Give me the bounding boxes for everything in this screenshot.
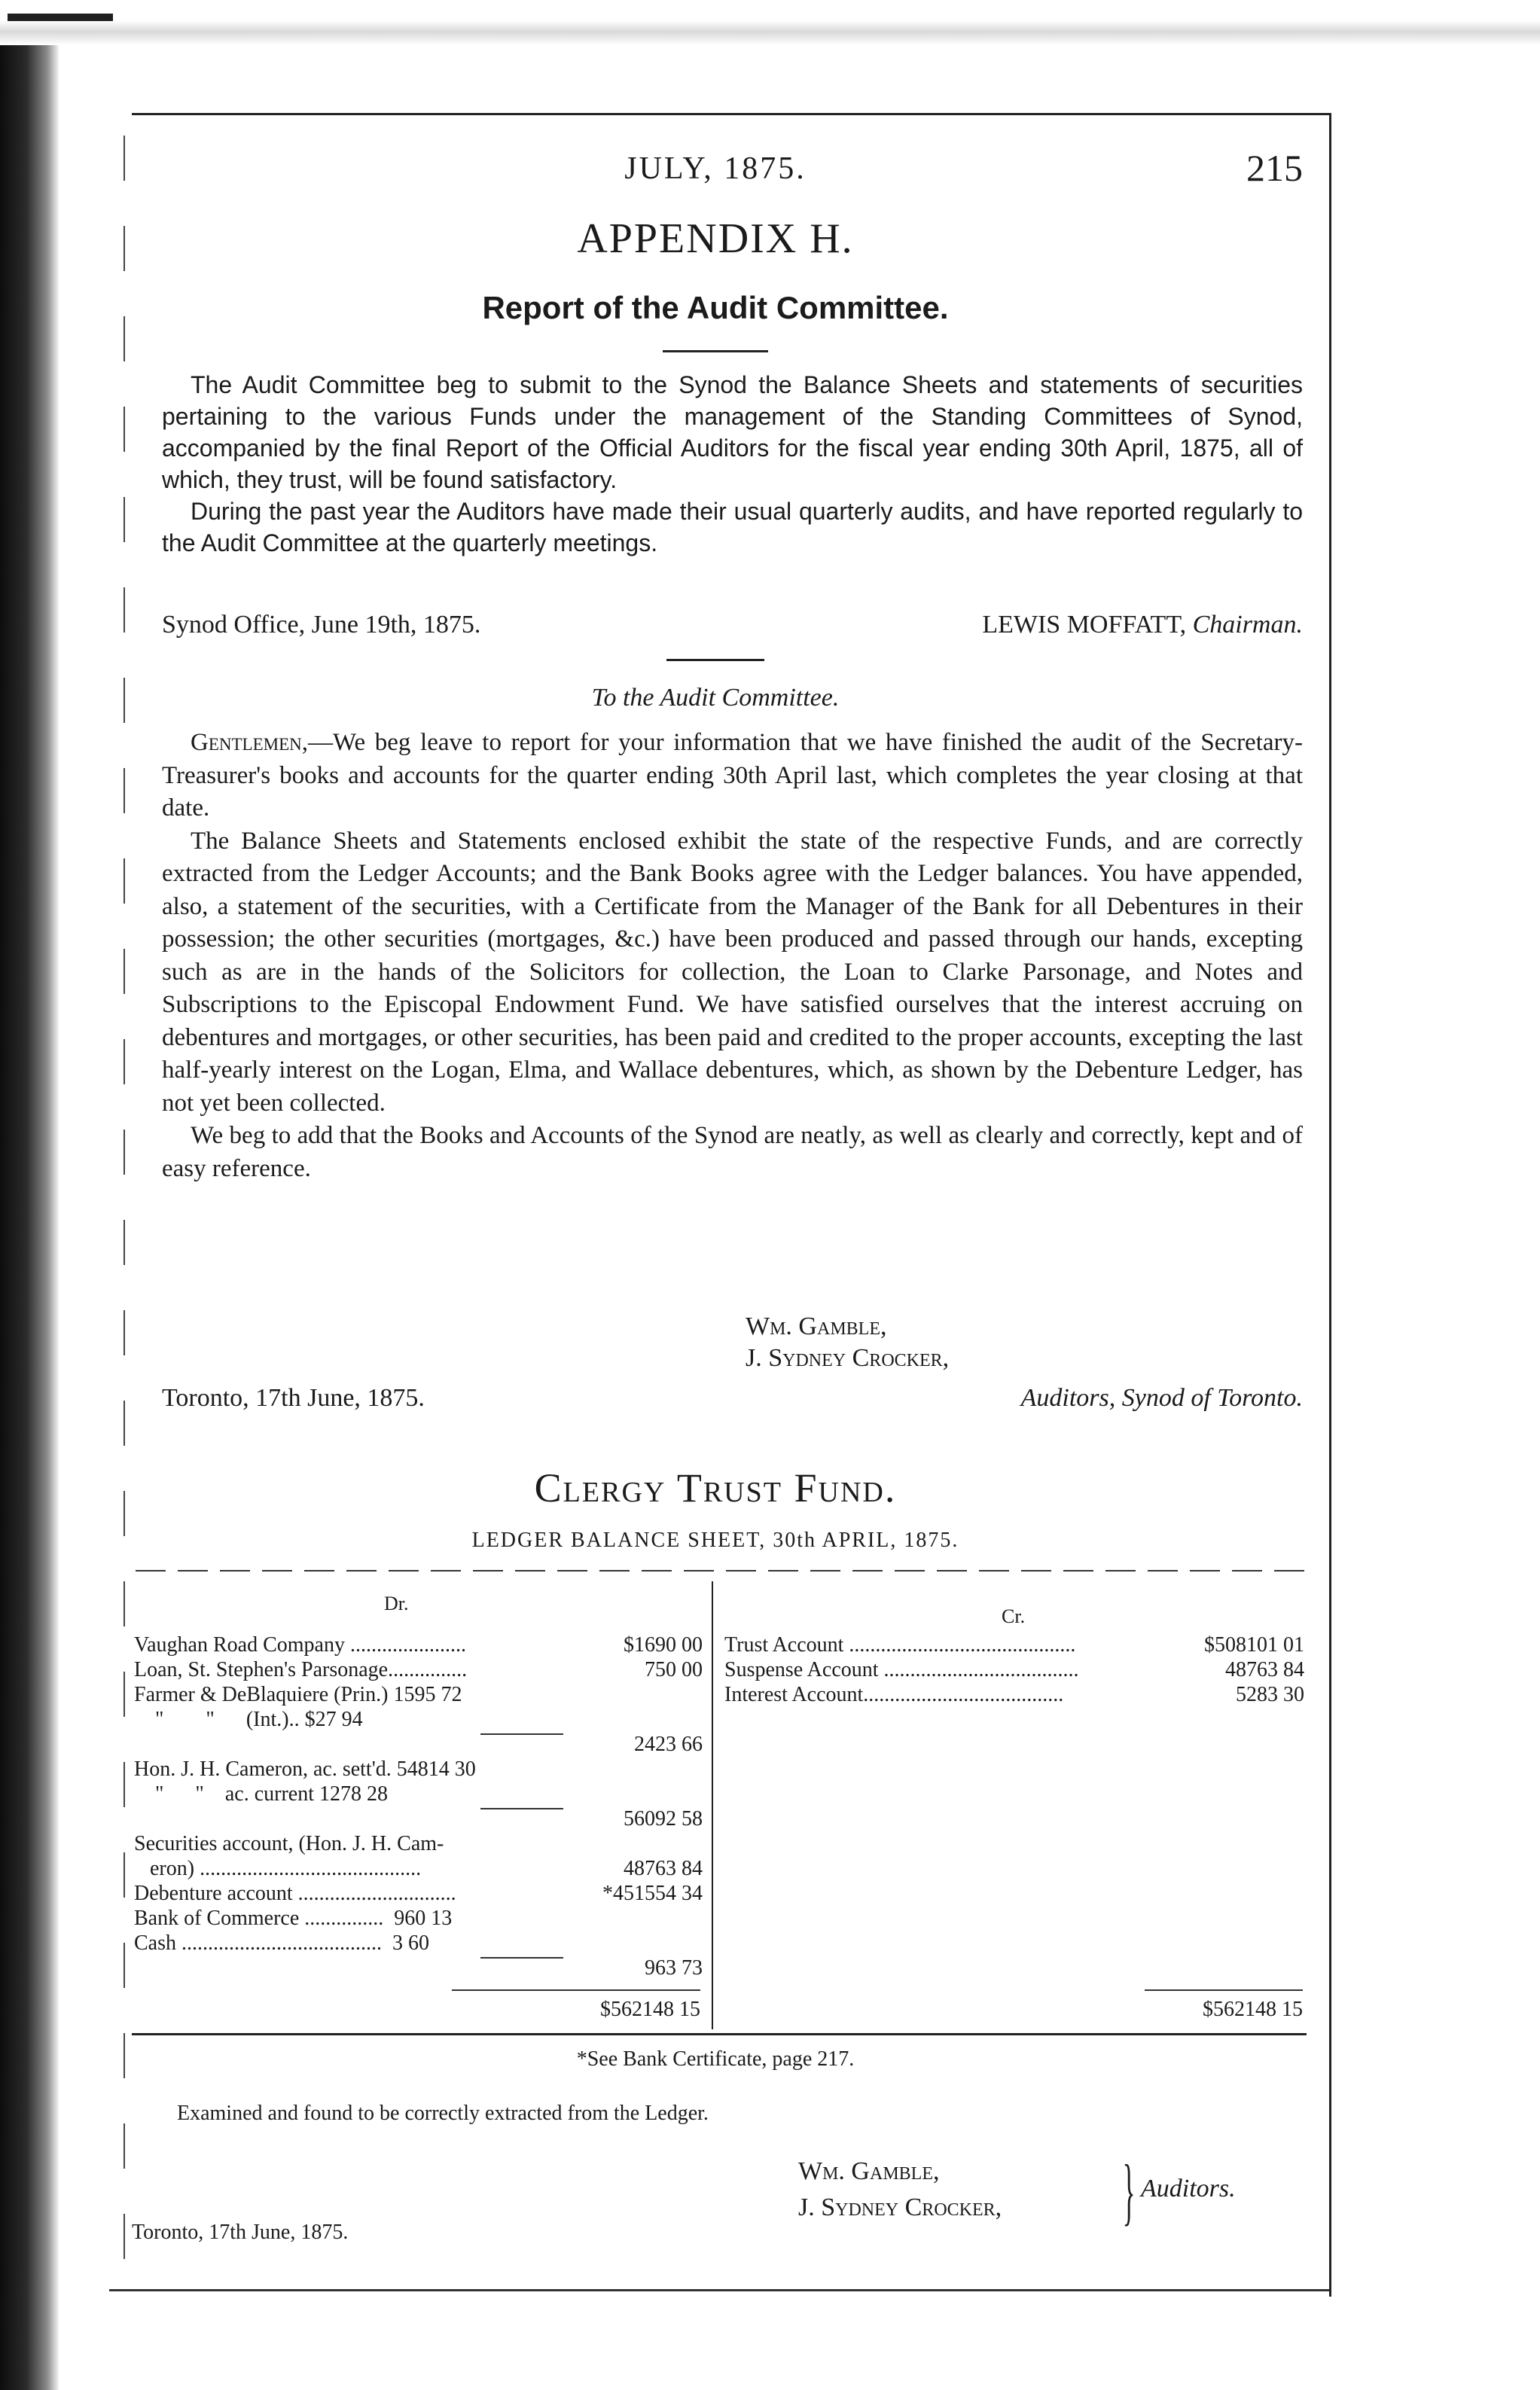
letter-auditors-of: Auditors, Synod of Toronto. — [1020, 1384, 1303, 1412]
cr-row-amount: $508101 01 — [1161, 1632, 1304, 1657]
fund-auditors: Auditors. — [1141, 2175, 1236, 2203]
section-rule-2 — [666, 659, 764, 661]
ledger-divider — [712, 1581, 713, 2029]
page-frame-bottom — [109, 2289, 1329, 2291]
dr-row-amount: *451554 34 — [602, 1882, 703, 1905]
cr-row-label: Suspense Account ..................................... — [724, 1658, 1079, 1681]
committee-signature — [828, 608, 1303, 642]
dr-row-label: " " (Int.).. $27 94 — [134, 1708, 363, 1731]
scan-shadow-top — [0, 0, 1540, 45]
cr-row-label: Interest Account...................................... — [724, 1683, 1064, 1706]
fund-signer-2: J. Sydney Crocker, — [798, 2193, 1002, 2221]
dr-subtotal-rule — [480, 1733, 563, 1735]
committee-signatory-title: Chairman. — [1192, 611, 1303, 639]
page-frame-right — [1329, 113, 1331, 2297]
dr-row-label: eron) .......................................... — [134, 1857, 422, 1880]
dr-row-label: Vaughan Road Company ...................... — [134, 1633, 466, 1657]
appendix-heading: APPENDIX H. — [577, 215, 854, 262]
committee-signatory: LEWIS MOFFATT, — [982, 611, 1187, 639]
dr-row-amount: $1690 00 — [624, 1633, 703, 1657]
letter-signer-2: J. Sydney Crocker, — [746, 1344, 950, 1372]
dr-row-label: Bank of Commerce ............... 960 13 — [134, 1907, 453, 1930]
committee-place-date: Synod Office, June 19th, 1875. — [162, 611, 481, 639]
dr-row-label: Hon. J. H. Cameron, ac. sett'd. 54814 30 — [134, 1757, 476, 1781]
section-rule — [663, 350, 768, 352]
cr-total: $562148 15 — [1203, 1998, 1303, 2021]
cr-total-rule — [1145, 1989, 1303, 1991]
committee-paragraph-1: The Audit Committee beg to submit to the Synod the Balance Sheets and statements of securities pertaining to the various Funds under the management of the Standing Committees of Synod, accompanied by the final Report of the Official Auditors for the fiscal year ending 30th April, 1875, all of which, they trust, will be found satisfactory. — [162, 371, 1303, 493]
dr-subtotal-rule — [480, 1957, 563, 1959]
fund-signer-1: Wm. Gamble, — [798, 2157, 940, 2185]
ledger-subtitle: LEDGER BALANCE SHEET, 30th APRIL, 1875. — [471, 1529, 959, 1552]
dr-row-amount: 56092 58 — [624, 1807, 703, 1831]
cr-row-label: Trust Account ........................................... — [724, 1633, 1076, 1657]
dr-table — [134, 1632, 703, 1979]
dr-total-rule — [452, 1989, 700, 1991]
dr-row-amount: 750 00 — [645, 1658, 703, 1681]
dr-subtotal-rule — [480, 1808, 563, 1809]
scan-corner-mark — [8, 14, 113, 21]
auditors-letter — [162, 727, 1303, 1185]
running-date: JULY, 1875. — [624, 151, 807, 186]
cr-row-amount: 48763 84 — [1161, 1657, 1304, 1682]
page-frame-left — [124, 136, 125, 2282]
dr-row-amount: 963 73 — [645, 1956, 703, 1980]
ledger-footnote: *See Bank Certificate, page 217. — [576, 2047, 855, 2071]
examined-statement: Examined and found to be correctly extracted from the Ledger. — [177, 2102, 709, 2125]
dr-row-label: Cash ...................................... 3 60 — [134, 1931, 429, 1955]
fund-place-date: Toronto, 17th June, 1875. — [132, 2221, 349, 2244]
ledger-bottom-rule — [132, 2033, 1307, 2035]
running-head — [128, 147, 1303, 203]
committee-paragraph-2: During the past year the Auditors have made their usual quarterly audits, and have reported regularly to the Audit Committee at the quarterly meetings. — [162, 498, 1303, 556]
letter-paragraph-1-text: —We beg leave to report for your information that we have finished the audit of the Secretary-Treasurer's books and accounts for the quarter ending 30th April last, which completes the year closing at that date. — [162, 729, 1303, 822]
letter-paragraph-3: We beg to add that the Books and Accounts of the Synod are neatly, as well as clearly and correctly, kept and of easy reference. — [162, 1122, 1303, 1182]
letter-signer-1: Wm. Gamble, — [746, 1312, 887, 1340]
letter-salutation: Gentlemen, — [191, 729, 308, 756]
ledger-top-rule — [136, 1570, 1310, 1571]
cr-table — [724, 1632, 1304, 1723]
cr-heading: Cr. — [1002, 1605, 1026, 1627]
dr-row-amount: 48763 84 — [624, 1857, 703, 1880]
letter-paragraph-2: The Balance Sheets and Statements enclosed exhibit the state of the respective Funds, and are correctly extracted from the Ledger Accounts; and the Bank Books agree with the Ledger balances. You have appended, also, a statement of the securities, with a Certificate from the Manager of the Bank for all Debentures in their possession; the other securities (mortgages, &c.) have been produced and passed through our hands, excepting such as are in the hands of the Solicitors for collection, the Loan to Clarke Parsonage, and Notes and Subscriptions to the Episcopal Endowment Fund. We have satisfied ourselves that the interest accruing on debentures and mortgages, or other securities, has been paid and credited to the proper accounts, excepting the last half-yearly interest on the Logan, Elma, and Wallace debentures, which, as shown by the Debenture Ledger, has not yet been collected. — [162, 827, 1303, 1117]
dr-row-label: Farmer & DeBlaquiere (Prin.) 1595 72 — [134, 1683, 462, 1706]
letter-place-date: Toronto, 17th June, 1875. — [162, 1384, 425, 1412]
cr-row-amount: 5283 30 — [1161, 1682, 1304, 1707]
committee-report — [162, 369, 1303, 559]
dr-row-label: Debenture account .............................. — [134, 1882, 456, 1905]
page-frame-top — [132, 113, 1329, 115]
scan-shadow-left — [0, 0, 59, 2390]
dr-row-amount: 2423 66 — [634, 1733, 703, 1756]
report-title: Report of the Audit Committee. — [482, 290, 949, 325]
dr-row-label: " " ac. current 1278 28 — [134, 1782, 388, 1806]
dr-total: $562148 15 — [600, 1998, 700, 2021]
dr-row-label: Securities account, (Hon. J. H. Cam- — [134, 1832, 444, 1855]
letter-addressee: To the Audit Committee. — [591, 684, 840, 712]
letter-paragraph-1 — [162, 727, 1303, 825]
fund-title: Clergy Trust Fund. — [534, 1465, 897, 1511]
page-number: 215 — [1246, 147, 1303, 189]
brace-mark: } — [1122, 2149, 1136, 2233]
dr-heading: Dr. — [384, 1593, 409, 1614]
dr-row-label: Loan, St. Stephen's Parsonage............... — [134, 1658, 468, 1681]
